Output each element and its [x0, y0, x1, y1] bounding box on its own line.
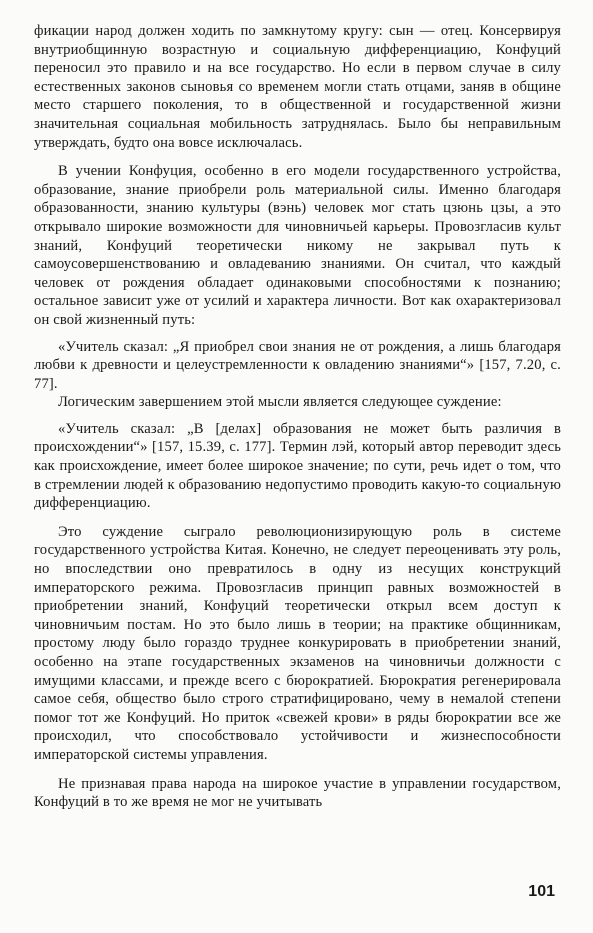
paragraph-5: Не признавая права народа на широкое участие в управлении государством, Конфуций в то же время не мог не учитывать	[34, 775, 561, 811]
body-text	[34, 22, 561, 812]
paragraph-1: фикации народ должен ходить по замкнутому кругу: сын — отец. Консервируя внутриобщинную возрастную и социальную дифференциацию, Конфуций переносил это правило и на все государство. Но если в первом случае в силу естественных законов сыновья со временем могли стать отцами, заняв в общине место старшего поколения, то в общественной и государственной жизни значительная социальная мобильность затруднялась. Было бы неправильным утверждать, будто она вовсе исключалась.	[34, 23, 561, 151]
page-number: 101	[528, 883, 555, 900]
paragraph-2: В учении Конфуция, особенно в его модели государственного устройства, образование, знание приобрели роль материальной силы. Именно благодаря образованности, знанию культуры (вэнь) человек мог стать цзюнь цзы, а это открывало широкие возможности для чиновничьей карьеры. Провозгласив культ знаний, Конфуций теоретически никому не закрывал путь к самоусовершенствованию и овладеванию знаниями. Он считал, что каждый человек от рождения обладает одинаковыми способностями к познанию; остальное зависит уже от усилий и характера личности. Вот как охарактеризовал он свой жизненный путь:	[34, 163, 561, 328]
quote-1: «Учитель сказал: „Я приобрел свои знания не от рождения, а лишь благодаря любви к древности и целеустремленности к овладению знаниями“» [157, 7.20, с. 77].	[34, 338, 561, 392]
quote-2: «Учитель сказал: „В [делах] образования не может быть различия в происхождении“» [157, 15.39, с. 177]. Термин лэй, который автор переводит здесь как происхождение, имеет более широкое значение; по сути, речь идет о том, что в стремлении людей к образованию недопустимо проводить какую-то социальную дифференциацию.	[34, 420, 561, 512]
paragraph-3: Логическим завершением этой мысли является следующее суждение:	[58, 394, 502, 411]
paragraph-4: Это суждение сыграло революционизирующую роль в системе государственного устройства Китая. Конечно, не следует переоценивать эту роль, но впоследствии оно превратилось в одну из несущих конструкций императорского режима. Провозгласив принцип равных возможностей в приобретении знаний, Конфуций теоретически открыл всем доступ к чиновничьим постам. Но это было лишь в теории; на практике общинникам, простому люду было гораздо труднее конкурировать в приобретении знаний, особенно на этапе государственных экзаменов на чиновничьи должности с имущими классами, и прежде всего с бюрократией. Бюрократия регенерировала самое себя, общество было строго стратифицировано, чему в немалой степени помог тот же Конфуций. Но приток «свежей крови» в ряды бюрократии все же происходил, что способствовало устойчивости и жизнеспособности императорской системы управления.	[34, 523, 561, 763]
